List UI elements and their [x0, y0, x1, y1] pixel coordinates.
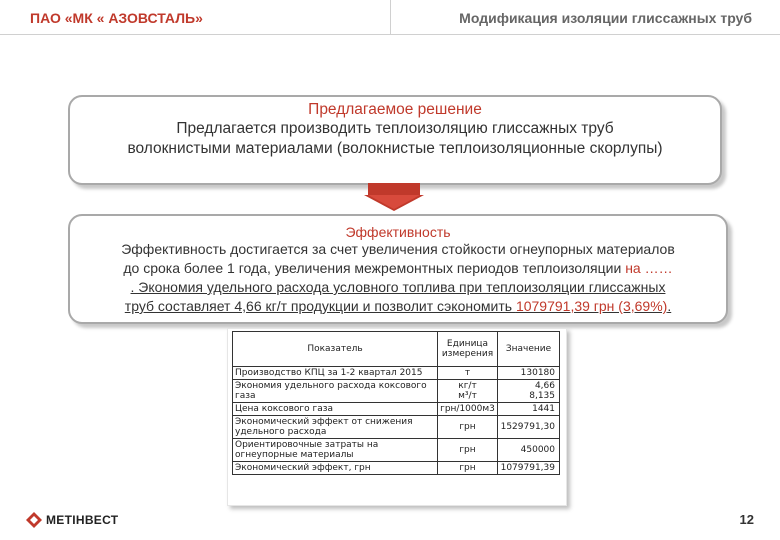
table-cell-unit: грн [438, 439, 498, 462]
efficiency-line-4 [60, 297, 736, 316]
solution-line-2: волокнистыми материалами (волокнистые теплоизоляционные скорлупы) [127, 140, 663, 157]
metinvest-logo-icon [26, 512, 42, 528]
table-cell-value: 4,66 8,135 [497, 380, 559, 403]
efficiency-line-1: Эффективность достигается за счет увеличения стойкости огнеупорных материалов [121, 241, 675, 257]
table-cell-unit: грн/1000м3 [438, 403, 498, 416]
table-body [233, 367, 560, 475]
header-divider [0, 34, 780, 35]
solution-title: Предлагаемое решение [308, 101, 482, 118]
slide-title: Модификация изоляции глиссажных труб [459, 10, 752, 26]
table-row [233, 367, 560, 380]
table-header-indicator: Показатель [233, 332, 438, 367]
company-name: ПАО «МК « АЗОВСТАЛЬ» [30, 10, 203, 26]
table-cell-indicator: Производство КПЦ за 1-2 квартал 2015 [233, 367, 438, 380]
table-cell-unit: грн [438, 462, 498, 475]
table-cell-indicator: Ориентировочные затраты на огнеупорные материалы [233, 439, 438, 462]
company-logo [26, 512, 118, 528]
down-arrow-icon [364, 183, 424, 211]
table-cell-unit: грн [438, 416, 498, 439]
efficiency-line-2-text: до срока более 1 года, увеличения межремонтных периодов теплоизоляции [123, 260, 626, 276]
table-cell-indicator: Цена коксового газа [233, 403, 438, 416]
logo-text: МЕТІНВЕСТ [46, 513, 119, 527]
table-cell-indicator: Экономия удельного расхода коксового газа [233, 380, 438, 403]
efficiency-title: Эффективность [345, 224, 451, 240]
table-cell-indicator: Экономический эффект от снижения удельного расхода [233, 416, 438, 439]
table-row [233, 403, 560, 416]
solution-box [68, 95, 722, 185]
efficiency-line-4-text: труб составляет 4,66 кг/т продукции и позволит сэкономить [124, 298, 516, 314]
table-cell-unit: т [438, 367, 498, 380]
table-header-value: Значение [497, 332, 559, 367]
table-row [233, 462, 560, 475]
header-divider-vertical [390, 0, 391, 34]
table-row [233, 439, 560, 462]
table-cell-value: 1441 [497, 403, 559, 416]
table-cell-unit: кг/т м³/т [438, 380, 498, 403]
table-cell-value: 130180 [497, 367, 559, 380]
table-row [233, 416, 560, 439]
table-cell-value: 450000 [497, 439, 559, 462]
efficiency-savings-value: 1079791,39 грн (3,69%) [515, 298, 668, 314]
page-number: 12 [739, 512, 754, 527]
table-cell-value: 1529791,30 [497, 416, 559, 439]
efficiency-box [68, 214, 728, 324]
table-header-unit: Единица измерения [438, 332, 498, 367]
economics-table [232, 331, 560, 475]
table-cell-value: 1079791,39 [497, 462, 559, 475]
efficiency-line-4-end: . [667, 298, 672, 314]
table-row [233, 380, 560, 403]
table-header-row [233, 332, 560, 367]
efficiency-line-3: . Экономия удельного расхода условного топлива при теплоизоляции глиссажных [130, 279, 666, 295]
efficiency-line-2 [60, 259, 736, 278]
table-cell-indicator: Экономический эффект, грн [233, 462, 438, 475]
solution-line-1: Предлагается производить теплоизоляцию глиссажных труб [176, 120, 614, 137]
efficiency-line-2-highlight: на …… [625, 260, 673, 276]
